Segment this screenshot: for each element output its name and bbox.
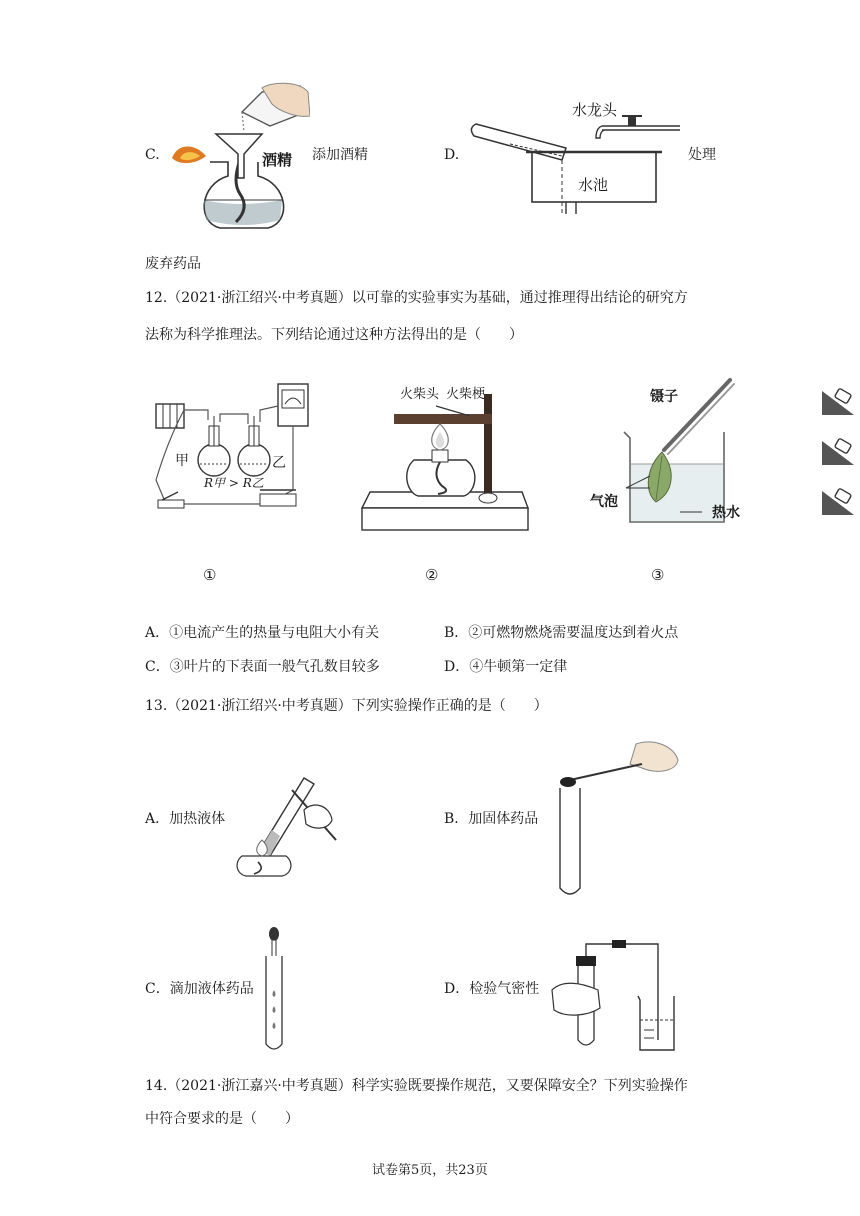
q13-option-b: B．加固体药品 [444, 811, 539, 827]
q12-option-c: C．③叶片的下表面一般气孔数目较多 [145, 659, 380, 675]
side-tool-icon-3[interactable] [820, 487, 860, 517]
q12-figure-2-label-match-head: 火柴头 [400, 387, 440, 402]
q11-option-c-letter: C. [145, 147, 160, 163]
q12-option-b: B．②可燃物燃烧需要温度达到着火点 [444, 625, 679, 641]
q11-figure-d-sink-label: 水池 [578, 176, 609, 194]
q13-option-d: D．检验气密性 [444, 981, 540, 997]
q14-stem-line2: 中符合要求的是（ ） [145, 1111, 299, 1127]
q11-figure-d-tap-label: 水龙头 [572, 101, 618, 119]
q12-figure-1-circuit [148, 380, 318, 520]
q13-figure-c-dropper [262, 926, 286, 1054]
q13-option-c: C．滴加液体药品 [145, 981, 254, 997]
q12-option-a: A．①电流产生的热量与电阻大小有关 [145, 625, 380, 641]
q12-figure-3-label-tweezers: 镊子 [650, 389, 678, 405]
q12-figure-1-relation: R甲 > R乙 [204, 476, 264, 490]
q12-figure-1-label-yi: 乙 [272, 455, 286, 471]
q11-option-c-text: 添加酒精 [312, 147, 368, 163]
q11-option-d-text: 处理 [688, 147, 716, 163]
side-tool-icon-2[interactable] [820, 437, 860, 467]
q12-figure-number-3: ③ [651, 566, 665, 584]
page-footer: 试卷第5页，共23页 [372, 1163, 488, 1178]
q12-figure-1-label-jia: 甲 [175, 453, 189, 469]
q12-figure-3-label-bubbles: 气泡 [590, 494, 618, 510]
q13-figure-b-adding-solid [550, 740, 680, 898]
q12-figure-2-match-lamp [358, 380, 530, 538]
q12-figure-number-1: ① [203, 566, 217, 584]
q13-figure-d-airtightness [548, 936, 676, 1056]
q12-figure-2-label-match-stick: 火柴梗 [446, 387, 486, 402]
q13-figure-a-heating-liquid [230, 770, 346, 878]
q13-stem: 13.（2021·浙江绍兴·中考真题）下列实验操作正确的是（ ） [145, 698, 548, 714]
q12-figure-3-label-hot-water: 热水 [712, 505, 740, 521]
q11-figure-c-alcohol-label: 酒精 [262, 151, 293, 169]
q14-stem-line1: 14.（2021·浙江嘉兴·中考真题）科学实验既要操作规范，又要保障安全？下列实验操作 [145, 1078, 688, 1094]
q13-option-a: A．加热液体 [145, 811, 226, 827]
q11-option-d-letter: D. [444, 147, 460, 163]
q12-stem-line1: 12.（2021·浙江绍兴·中考真题）以可靠的实验事实为基础，通过推理得出结论的研究方 [145, 290, 688, 306]
q12-option-d: D．④牛顿第一定律 [444, 659, 568, 675]
q11-option-d-text-continued: 废弃药品 [145, 256, 201, 272]
q12-stem-line2: 法称为科学推理法。下列结论通过这种方法得出的是（ ） [145, 327, 523, 343]
q12-figure-number-2: ② [425, 566, 439, 584]
side-tool-icon-1[interactable] [820, 387, 860, 417]
